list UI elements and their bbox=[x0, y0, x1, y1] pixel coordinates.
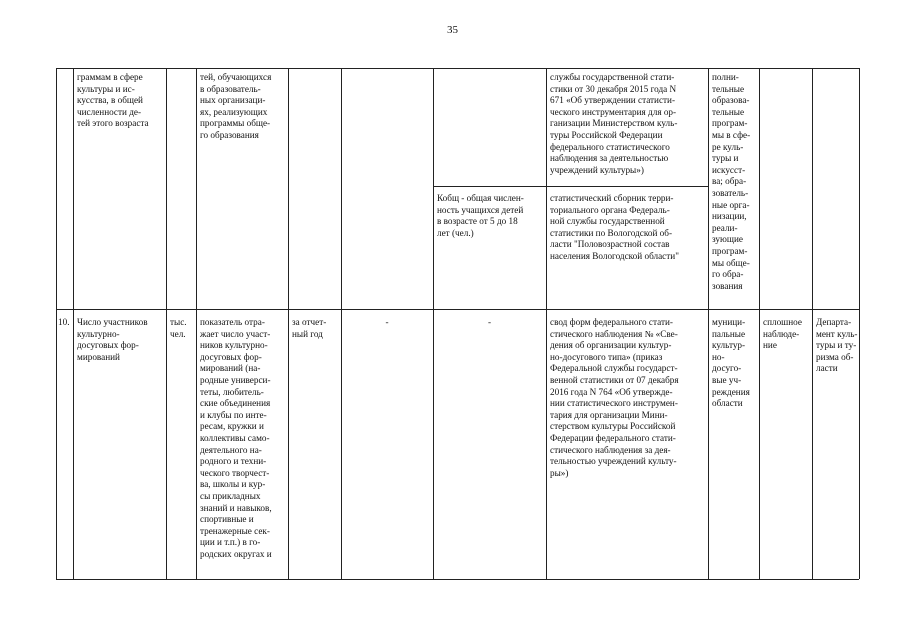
unit-of-measure: тыс. чел. bbox=[170, 317, 187, 339]
table-right-border bbox=[859, 68, 860, 579]
variables-placeholder: - bbox=[487, 317, 492, 327]
methodology-description: показатель отра- жает число участ- ников культурно- досуговых фор- мирований (на- родные универси- теты, любитель- ские объединения и клубы по инте- ресам, кружки и коллективы само- деятельного на- родного и техни- ческого творчест- ва, школы и кур- сы прикладных знаний и навыков, спортивные и тренажерные сек- ции и т.п.) в го- родских округах и bbox=[200, 317, 272, 559]
data-source-text-1: службы государственной стати- стики от 30 декабря 2015 года N 671 «Об утверждении статисти- ческого инструментария для ор- ганизации Министерством куль- туры Российской Федерации федерального статистического наблюдения за деятельностью учреждений культуры») bbox=[550, 72, 678, 175]
column-divider bbox=[812, 68, 813, 579]
formula-placeholder: - bbox=[385, 317, 389, 327]
methodology-continued-text: тей, обучающихся в образователь- ных организаци- ях, реализующих программы обще- го образования bbox=[200, 72, 272, 140]
observation-subjects-continued-text: полни- тельные образова- тельные програм- мы в сфе- ре куль- туры и искусст- ва; обра- зователь- ные орга- низации, реали- зующие програм- мы обще- го обра- зования bbox=[712, 72, 751, 291]
reporting-period: за отчет- ный год bbox=[292, 317, 327, 339]
indicator-table bbox=[56, 68, 859, 579]
table-bottom-border bbox=[56, 579, 859, 580]
indicator-name: Число участников культурно- досуговых фор- мирований bbox=[77, 317, 148, 362]
column-divider bbox=[56, 68, 57, 579]
column-divider bbox=[759, 68, 760, 579]
column-divider bbox=[288, 68, 289, 579]
row-divider bbox=[56, 309, 859, 310]
row-divider-inner bbox=[433, 186, 708, 187]
variable-description-text: Кобщ - общая числен- ность учащихся детей в возрасте от 5 до 18 лет (чел.) bbox=[437, 193, 524, 238]
indicator-continued-text: граммам в сфере культуры и ис- кусства, в общей численности де- тей этого возраста bbox=[77, 72, 149, 129]
column-divider bbox=[166, 68, 167, 579]
page-number: 35 bbox=[447, 24, 458, 36]
column-divider bbox=[546, 68, 547, 579]
column-divider bbox=[196, 68, 197, 579]
column-divider bbox=[708, 68, 709, 579]
data-source-text: свод форм федерального стати- стического наблюдения № «Све- дения об организации культур- но-досугового типа» (приказ Федеральной службы государст- венной статистики от 07 декабря 2016 года N 764 «Об утвержде- нии статистического инструмен- тария для организации Мини- стерством культуры Российской Федерации федерального стати- стического наблюдения за дея- тельностью учреждений культу- ры») bbox=[550, 317, 679, 478]
row-number: 10. bbox=[58, 317, 70, 327]
responsible-agency: Департа- мент куль- туры и ту- ризма об- ласти bbox=[816, 317, 858, 374]
table-top-border bbox=[56, 68, 859, 69]
collection-method: сплошное наблюде- ние bbox=[763, 317, 802, 351]
data-source-text-2: статистический сборник терри- ториального органа Федераль- ной службы государственной статистики по Вологодской об- ласти "Половозрастной состав населения Вологодской области" bbox=[550, 193, 679, 261]
observation-subjects: муници- пальные культур- но- досуго- вые уч- реждения области bbox=[712, 317, 750, 409]
